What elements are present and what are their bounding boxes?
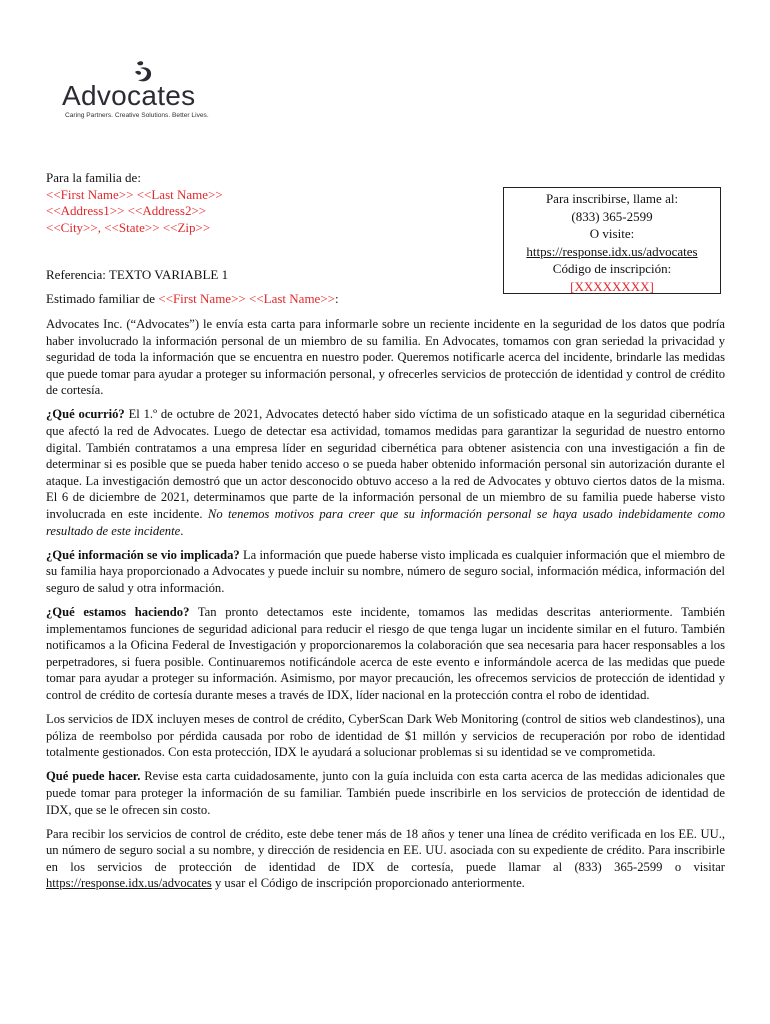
- reference-line: Referencia: TEXTO VARIABLE 1: [46, 267, 229, 282]
- what-happened-heading: ¿Qué ocurrió?: [46, 407, 125, 422]
- no-misuse-statement: No tenemos motivos para creer que su información personal se haya usado indebidamente como resultado de este incidente: [46, 507, 725, 538]
- enroll-code: [XXXXXXXX]: [570, 278, 654, 294]
- enroll-url-link[interactable]: https://response.idx.us/advocates: [526, 243, 698, 259]
- enroll-visit-label: O visite:: [589, 226, 635, 242]
- address-line-family: Para la familia de:: [46, 170, 141, 185]
- what-info-paragraph: ¿Qué información se vio implicada? La información que puede haberse visto implicada es cualquier información que el miembro de su familia haya proporcionado a Advocates y puede incluir su nombre, número de seguro social, información médica, información del seguro de salud y otra información.: [46, 547, 725, 595]
- recipient-address: [46, 170, 223, 236]
- enroll-phone: (833) 365-2599: [571, 208, 653, 224]
- what-doing-heading: ¿Qué estamos haciendo?: [46, 605, 190, 619]
- requirements-url-link[interactable]: https://response.idx.us/advocates: [46, 876, 212, 891]
- address-line-name: <<First Name>> <<Last Name>>: [46, 186, 223, 202]
- what-info-heading: ¿Qué información se vio implicada?: [46, 547, 240, 562]
- requirements-paragraph: Para recibir los servicios de control de crédito, este debe tener más de 18 años y tener una línea de crédito verificada en los EE. UU., un número de seguro social a su nombre, y dirección de residencia en EE. UU. asociada con su expediente de crédito. Para inscribirle en los servicios de protección de identidad de IDX de cortesía, puede llamar al (833) 365-2599 o visitar https://response.idx.us/advocates y usar el Código de inscripción proporcionado anteriormente.: [46, 826, 725, 891]
- what-doing-paragraph: ¿Qué estamos haciendo? Tan pronto detectamos este incidente, tomamos las medidas descritas anteriormente. También implementamos funciones de seguridad adicional para reducir el riesgo de que tenga lugar un incidente similar en el futuro. También notificamos a la Oficina Federal de Investigación y proporcionaremos la colaboración que sea necesaria para hacer responsables a los perpetradores, si fuera posible. Continuaremos notificándole acerca de este evento e informándole acerca de las medidas que puede tomar para ayudar a proteger su información. Asimismo, por mayor precaución, les ofrecemos servicios de protección de identidad y control de crédito de cortesía durante meses a través de IDX, líder nacional en la protección contra el robo de identidad.: [46, 605, 725, 702]
- what-happened-paragraph: ¿Qué ocurrió? El 1.º de octubre de 2021, Advocates detectó haber sido víctima de un sofisticado ataque en la seguridad cibernética que afectó la red de Advocates. Luego de detectar esa actividad, tomamos medidas para garantizar la seguridad de nuestro entorno digital. También contratamos a una empresa líder en seguridad cibernética para obtener asistencia con una investigación a fin de determinar si es posible que se pueda haber tenido acceso o se pueda haber obtenido información personal sin autorización durante el ataque. La investigación demostró que un actor desconocido obtuvo acceso a la red de Advocates y obtuvo ciertos datos de la misma. El 6 de diciembre de 2021, determinamos que parte de la información personal de un miembro de su familia puede haberse visto involucrada en este incidente. No tenemos motivos para creer que su información personal se haya usado indebidamente como resultado de este incidente.: [46, 407, 726, 538]
- enrollment-box: [503, 187, 721, 294]
- what-can-heading: Qué puede hacer.: [46, 769, 141, 784]
- logo-wordmark: Advocates: [62, 80, 196, 111]
- advocates-logo: [62, 60, 242, 124]
- salutation: Estimado familiar de <<First Name>> <<Last Name>>:: [46, 291, 339, 306]
- enroll-call-label: Para inscribirse, llame al:: [545, 191, 679, 206]
- idx-services-paragraph: Los servicios de IDX incluyen meses de control de crédito, CyberScan Dark Web Monitoring (control de sitios web clandestinos), una póliza de reembolso por pérdida causada por robo de identidad de $1 millón y servicios de recuperación por robo de identidad totalmente gestionados. Con esta protección, IDX le ayudará a solucionar problemas si su identidad se ve comprometida.: [46, 712, 725, 760]
- letter-body: [46, 316, 725, 900]
- salutation-name: <<First Name>> <<Last Name>>: [158, 291, 335, 306]
- enroll-code-label: Código de inscripción:: [552, 261, 672, 277]
- address-line-street: <<Address1>> <<Address2>>: [46, 203, 207, 218]
- intro-paragraph: Advocates Inc. (“Advocates”) le envía esta carta para informarle sobre un reciente incidente en la seguridad de los datos que podría haber involucrado la información personal de un miembro de su familia. En Advocates, tomamos con gran seriedad la privacidad y seguridad de toda la información que se encuentra en nuestro poder. Queremos notificarle acerca del incidente, brindarle las medidas que puede tomar para ayudar a proteger su información personal, y ofrecerles servicios de protección de identidad y control de crédito de cortesía.: [46, 317, 725, 398]
- what-can-paragraph: Qué puede hacer. Revise esta carta cuidadosamente, junto con la guía incluida con esta carta acerca de las medidas adicionales que puede tomar para proteger la información de su familiar. También puede inscribirle en los servicios de protección de identidad de IDX, que se le ofrecen sin costo.: [46, 769, 725, 817]
- address-line-city: <<City>>, <<State>> <<Zip>>: [46, 219, 211, 235]
- logo-tagline: Caring Partners. Creative Solutions. Better Lives.: [65, 112, 209, 119]
